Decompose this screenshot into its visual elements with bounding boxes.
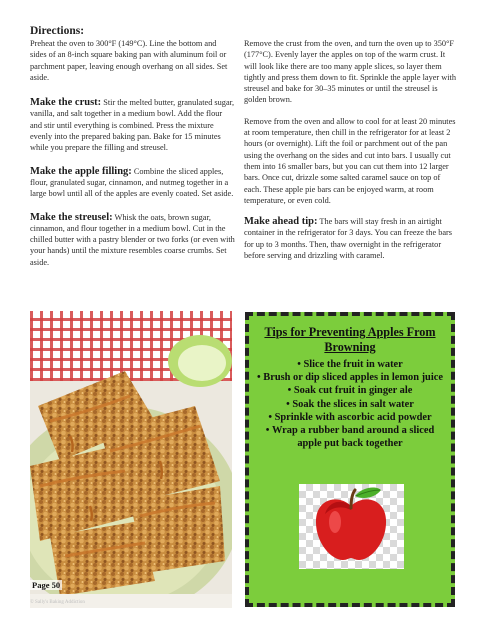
tip-item: • Sprinkle with ascorbic acid powder [257,411,443,424]
apple-pie-bars-photo [30,311,232,608]
streusel-step-text: Whisk the oats, brown sugar, cinnamon, and flour together in a medium bowl. Cut in the chilled butter with a pastry blender or two forks (or even with your hands) until the mixture resembles coarse crumbs. Set aside. [30,212,235,267]
streusel-step-lead: Make the streusel: [30,211,113,223]
filling-step-text: Combine the sliced apples, flour, granulated sugar, cinnamon, and nutmeg together in a large bowl until all of the apples are evenly coated. Set aside. [30,166,234,199]
tip-item: • Brush or dip sliced apples in lemon juice [257,371,443,384]
crust-step [30,97,235,153]
crust-step-text: Stir the melted butter, granulated sugar, vanilla, and salt together in a medium bowl. Add the flour and stir until everything is combined. Press the mixture evenly into the prepared baking pan. Bake for 15 minutes while you prepare the filling and streusel. [30,98,235,153]
directions-left-column [30,25,235,280]
make-ahead-lead: Make ahead tip: [244,216,318,228]
filling-step [30,166,235,200]
directions-right-column [244,38,456,271]
crust-step-lead: Make the crust: [30,97,102,109]
assemble-step: Remove the crust from the oven, and turn the oven up to 350°F (177°C). Evenly layer the apples on top of the warm crust. It will look like there are too many apple slices, so layer them tightly and press them down to fit. Sprinkle the apple layer with streusel and bake for 30–35 minutes or until the streusel is golden brown. [244,39,456,105]
apple-bars-illustration [30,311,232,608]
cool-step: Remove from the oven and allow to cool for at least 20 minutes at room temperature, then chill in the refrigerator for at least 2 hours (or overnight). Lift the foil or parchment out of the pan using the overhang on the sides and cut into bars. I usually cut them into 16 smaller bars, but you can cut them into 12 larger bars. Once cut, drizzle some salted caramel sauce on top of each. These apple pie bars can be enjoyed warm, at room temperature, or even cold. [244,116,456,205]
tips-title: Tips for Preventing Apples From Browning [264,325,436,354]
tip-item: • Wrap a rubber band around a sliced apple put back together [257,424,443,450]
directions-intro: Preheat the oven to 300°F (149°C). Line the bottom and sides of an 8-inch square baking pan with aluminum foil or parchment paper, leaving enough overhang on all sides. Set aside. [30,39,228,82]
filling-step-lead: Make the apple filling: [30,165,132,177]
directions-heading: Directions: [30,25,85,37]
apple-image [299,484,404,569]
tips-list [249,358,451,450]
streusel-step [30,212,235,268]
tip-item: • Slice the fruit in water [257,358,443,371]
page-number: Page 50 [32,580,61,590]
tip-item: • Soak the slices in salt water [257,398,443,411]
make-ahead-text: The bars will stay fresh in an airtight container in the refrigerator for 3 days. You can freeze the bars for up to 3 months. Then, thaw overnight in the refrigerator before serving and drizzling with caramel. [244,217,453,261]
tips-box [245,312,455,607]
tip-item: • Soak cut fruit in ginger ale [257,384,443,397]
make-ahead-tip [244,216,456,261]
red-apple-icon [299,484,404,569]
photo-credit: © Sally's Baking Addiction [30,600,85,605]
